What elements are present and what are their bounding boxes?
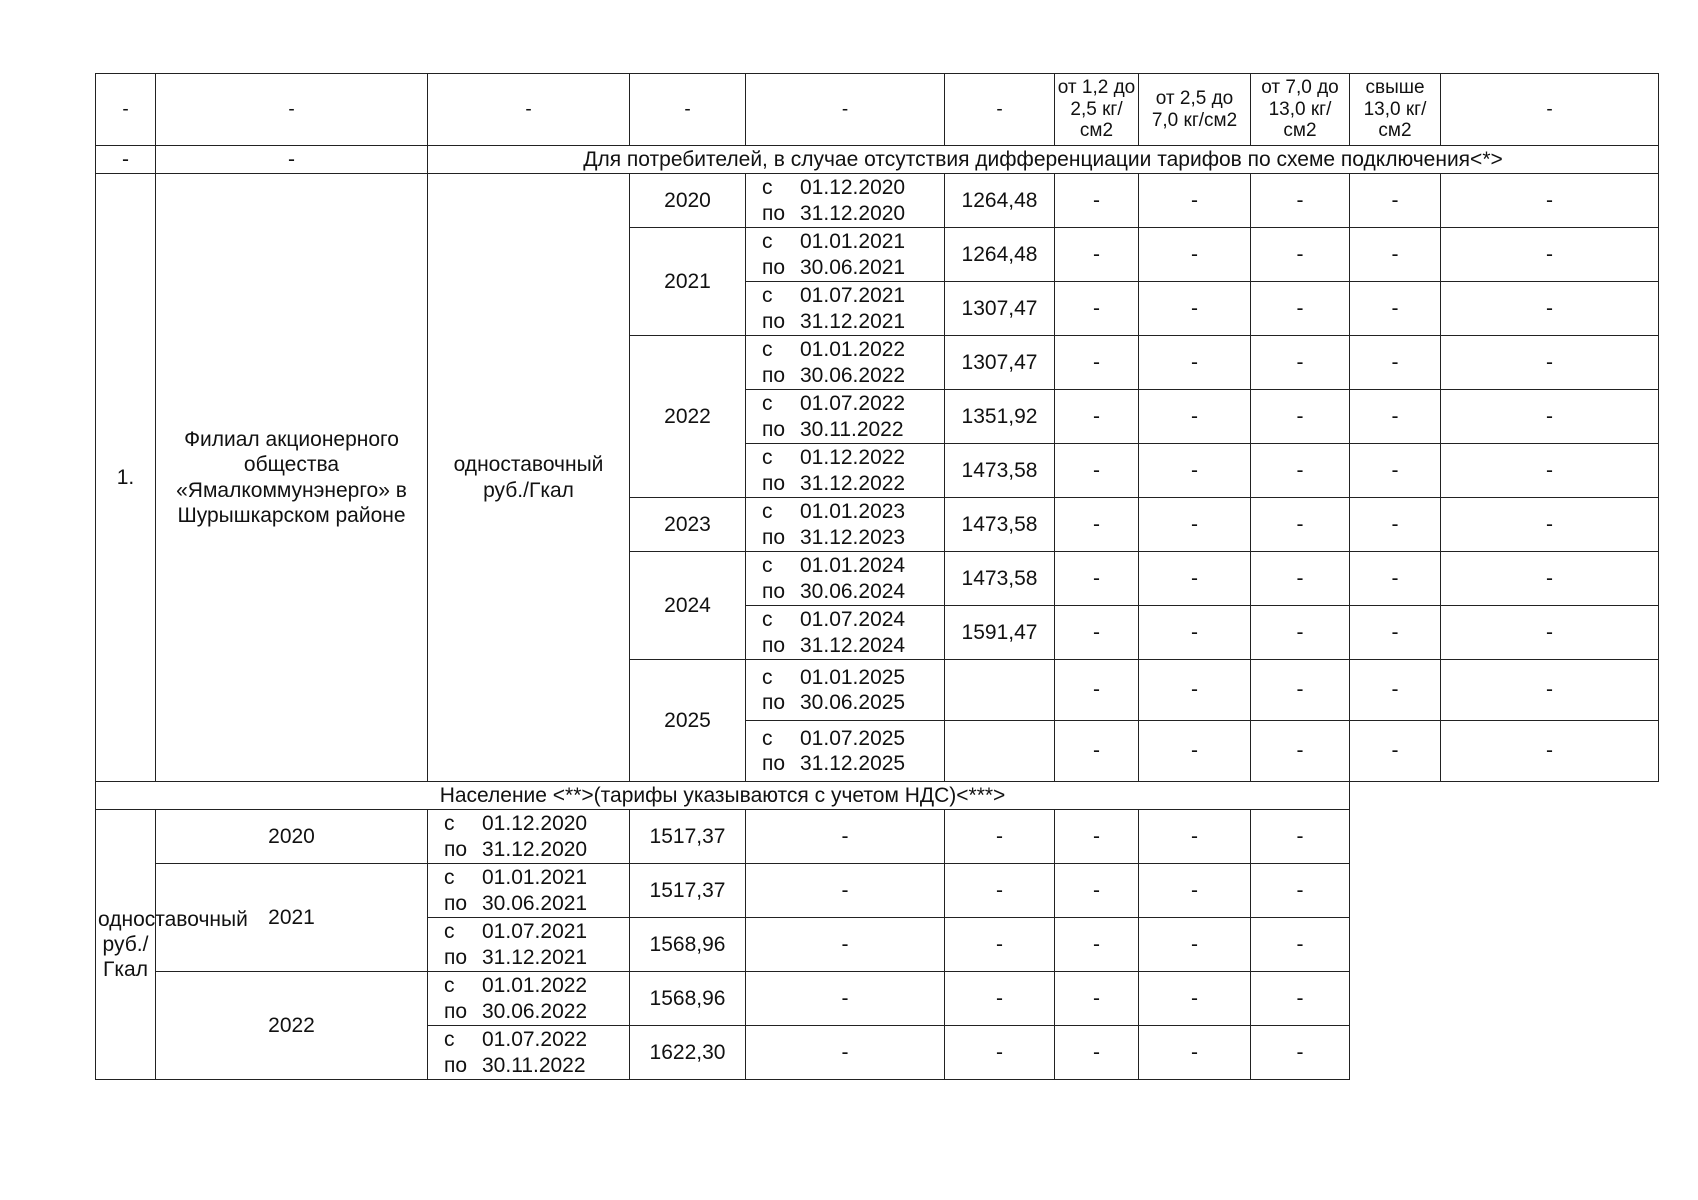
dash-cell: - (1055, 552, 1139, 606)
date-to: 30.06.2025 (800, 691, 906, 714)
dash-cell: - (1139, 174, 1251, 228)
dash-cell: - (945, 972, 1055, 1026)
dash-cell: - (1350, 606, 1441, 660)
dash-cell: - (945, 864, 1055, 918)
period-cell (746, 390, 945, 444)
dash-cell: - (1350, 444, 1441, 498)
dash-cell: - (1055, 606, 1139, 660)
year-cell: 2022 (630, 336, 746, 498)
header-cell: - (630, 74, 746, 146)
dash-cell: - (1055, 864, 1139, 918)
year-cell: 2020 (156, 810, 428, 864)
dash-cell: - (945, 918, 1055, 972)
date-from: 01.01.2024 (800, 554, 906, 578)
header-cell: - (96, 74, 156, 146)
from-label: с (444, 920, 455, 944)
date-to: 31.12.2023 (800, 525, 906, 549)
dash-cell: - (1251, 972, 1350, 1026)
tariff-row (96, 864, 1659, 918)
dash-cell: - (1055, 174, 1139, 228)
dash-cell: - (1251, 864, 1350, 918)
dash-cell: - (1139, 810, 1251, 864)
year-cell: 2024 (630, 552, 746, 660)
from-label: с (762, 500, 773, 524)
dash-cell: - (1139, 390, 1251, 444)
date-to: 31.12.2024 (800, 633, 906, 657)
dash-cell: - (1350, 552, 1441, 606)
dash-cell: - (1251, 606, 1350, 660)
date-from: 01.07.2024 (800, 608, 906, 632)
section-title: Население <**>(тарифы указываются с учетом НДС)<***> (96, 782, 1350, 810)
dash-cell: - (1251, 660, 1350, 721)
date-from: 01.01.2021 (482, 866, 588, 890)
dash-cell: - (1441, 336, 1659, 390)
dash-cell: - (1350, 336, 1441, 390)
tariff-row (96, 972, 1659, 1026)
dash-cell: - (1139, 660, 1251, 721)
date-from: 01.12.2020 (482, 812, 588, 836)
dash-cell: - (1350, 282, 1441, 336)
date-from: 01.07.2021 (482, 920, 588, 944)
date-from: 01.12.2020 (800, 176, 906, 200)
period-cell (428, 810, 630, 864)
date-from: 01.01.2025 (800, 665, 906, 689)
tariff-value: 1351,92 (945, 390, 1055, 444)
dash-cell: - (1139, 228, 1251, 282)
dash-cell: - (1055, 972, 1139, 1026)
dash-cell: - (1441, 660, 1659, 721)
org-name: Филиал акционерного общества «Ямалкоммунэнерго» в Шурышкарском районе (156, 174, 428, 782)
date-to: 30.11.2022 (482, 1053, 586, 1077)
period-cell (428, 864, 630, 918)
dash-cell: - (1251, 810, 1350, 864)
tariff-value (945, 721, 1055, 782)
dash-cell: - (1441, 282, 1659, 336)
tariff-value: 1517,37 (630, 810, 746, 864)
period-cell (746, 228, 945, 282)
date-to: 30.06.2021 (800, 255, 906, 279)
to-label: по (762, 309, 786, 333)
dash-cell: - (1055, 1026, 1139, 1080)
from-label: с (444, 866, 455, 890)
header-row (96, 74, 1659, 146)
to-label: по (444, 1053, 468, 1077)
dash-cell: - (1055, 228, 1139, 282)
dash-cell: - (746, 918, 945, 972)
pressure-header: свыше 13,0 кг/см2 (1350, 74, 1441, 146)
dash-cell: - (1139, 721, 1251, 782)
from-label: с (444, 1028, 455, 1052)
dash-cell: - (945, 810, 1055, 864)
date-from: 01.01.2023 (800, 500, 906, 524)
period-cell (428, 1026, 630, 1080)
period-cell (746, 498, 945, 552)
period-cell (746, 174, 945, 228)
dash-cell: - (1055, 390, 1139, 444)
dash-cell: - (1441, 228, 1659, 282)
tariff-row (96, 174, 1659, 228)
tariff-table (95, 73, 1659, 1080)
tariff-value: 1517,37 (630, 864, 746, 918)
date-to: 31.12.2021 (482, 945, 588, 969)
to-label: по (444, 837, 468, 861)
dash-cell: - (1441, 444, 1659, 498)
tariff-value: 1307,47 (945, 336, 1055, 390)
year-cell: 2025 (630, 660, 746, 782)
period-cell (428, 918, 630, 972)
date-from: 01.07.2025 (800, 726, 906, 750)
period-cell (746, 552, 945, 606)
dash-cell: - (1441, 552, 1659, 606)
from-label: с (762, 230, 773, 254)
dash-cell: - (1139, 606, 1251, 660)
dash-cell: - (1139, 1026, 1251, 1080)
period-cell (746, 721, 945, 782)
dash-cell: - (1251, 336, 1350, 390)
dash-cell: - (1251, 1026, 1350, 1080)
section-band-row (96, 146, 1659, 174)
tariff-value: 1568,96 (630, 972, 746, 1026)
header-cell: - (746, 74, 945, 146)
section-title: Для потребителей, в случае отсутствия дифференциации тарифов по схеме подключения<*> (428, 146, 1659, 174)
section-num: - (96, 146, 156, 174)
dash-cell: - (1139, 336, 1251, 390)
from-label: с (762, 284, 773, 308)
date-from: 01.01.2022 (800, 338, 906, 362)
dash-cell: - (1139, 552, 1251, 606)
dash-cell: - (1441, 498, 1659, 552)
dash-cell: - (1139, 498, 1251, 552)
from-label: с (444, 974, 455, 998)
dash-cell: - (746, 810, 945, 864)
date-to: 30.06.2021 (482, 891, 588, 915)
dash-cell: - (1350, 498, 1441, 552)
dash-cell: - (1441, 174, 1659, 228)
date-from: 01.07.2022 (800, 392, 906, 416)
to-label: по (762, 579, 786, 603)
date-from: 01.12.2022 (800, 446, 906, 470)
group-two-body (96, 810, 1659, 1080)
pressure-header: от 7,0 до 13,0 кг/см2 (1251, 74, 1350, 146)
dash-cell: - (1055, 336, 1139, 390)
dash-cell: - (746, 972, 945, 1026)
tariff-value: 1622,30 (630, 1026, 746, 1080)
dash-cell: - (1139, 282, 1251, 336)
from-label: с (762, 176, 773, 200)
date-to: 30.06.2022 (800, 363, 906, 387)
to-label: по (444, 945, 468, 969)
section-name: - (156, 146, 428, 174)
to-label: по (762, 525, 786, 549)
date-to: 30.11.2022 (800, 417, 904, 441)
period-cell (746, 606, 945, 660)
year-cell: 2021 (630, 228, 746, 336)
period-cell (428, 972, 630, 1026)
header-cell: - (1441, 74, 1659, 146)
pressure-header: от 2,5 до 7,0 кг/см2 (1139, 74, 1251, 146)
from-label: с (762, 446, 773, 470)
from-label: с (762, 726, 773, 750)
dash-cell: - (1251, 228, 1350, 282)
dash-cell: - (1055, 721, 1139, 782)
dash-cell: - (1251, 552, 1350, 606)
dash-cell: - (1055, 498, 1139, 552)
tariff-value (945, 660, 1055, 721)
date-from: 01.01.2022 (482, 974, 588, 998)
year-cell: 2020 (630, 174, 746, 228)
dash-cell: - (1139, 864, 1251, 918)
dash-cell: - (1055, 660, 1139, 721)
dash-cell: - (1055, 444, 1139, 498)
pressure-header: от 1,2 до 2,5 кг/см2 (1055, 74, 1139, 146)
dash-cell: - (1055, 810, 1139, 864)
period-cell (746, 660, 945, 721)
rate-type: одноставочный руб./Гкал (96, 810, 156, 1080)
dash-cell: - (1251, 174, 1350, 228)
to-label: по (762, 752, 786, 775)
dash-cell: - (1139, 444, 1251, 498)
date-to: 30.06.2022 (482, 999, 588, 1023)
dash-cell: - (1350, 721, 1441, 782)
dash-cell: - (1251, 282, 1350, 336)
dash-cell: - (945, 1026, 1055, 1080)
to-label: по (444, 999, 468, 1023)
dash-cell: - (1139, 918, 1251, 972)
dash-cell: - (1441, 606, 1659, 660)
to-label: по (762, 255, 786, 279)
org-number: 1. (96, 174, 156, 782)
dash-cell: - (1055, 282, 1139, 336)
header-cell: - (945, 74, 1055, 146)
date-to: 31.12.2020 (800, 201, 906, 225)
dash-cell: - (1251, 721, 1350, 782)
date-to: 31.12.2025 (800, 752, 906, 775)
dash-cell: - (1139, 972, 1251, 1026)
dash-cell: - (1350, 390, 1441, 444)
dash-cell: - (1350, 660, 1441, 721)
date-to: 31.12.2020 (482, 837, 588, 861)
dash-cell: - (1350, 174, 1441, 228)
to-label: по (444, 891, 468, 915)
tariff-value: 1307,47 (945, 282, 1055, 336)
dash-cell: - (1441, 390, 1659, 444)
rate-type: одноставочный руб./Гкал (428, 174, 630, 782)
dash-cell: - (1251, 390, 1350, 444)
dash-cell: - (1251, 498, 1350, 552)
to-label: по (762, 633, 786, 657)
to-label: по (762, 471, 786, 495)
dash-cell: - (1441, 721, 1659, 782)
date-from: 01.01.2021 (800, 230, 906, 254)
header-cell: - (156, 74, 428, 146)
dash-cell: - (1350, 228, 1441, 282)
tariff-value: 1591,47 (945, 606, 1055, 660)
year-cell: 2021 (156, 864, 428, 972)
dash-cell: - (746, 864, 945, 918)
date-from: 01.07.2021 (800, 284, 906, 308)
tariff-row (96, 810, 1659, 864)
period-cell (746, 282, 945, 336)
from-label: с (762, 392, 773, 416)
dash-cell: - (1251, 444, 1350, 498)
from-label: с (762, 665, 773, 689)
period-cell (746, 336, 945, 390)
section-band-row (96, 782, 1659, 810)
year-cell: 2023 (630, 498, 746, 552)
from-label: с (762, 554, 773, 578)
date-to: 30.06.2024 (800, 579, 906, 603)
dash-cell: - (1055, 918, 1139, 972)
to-label: по (762, 201, 786, 225)
header-cell: - (428, 74, 630, 146)
from-label: с (762, 608, 773, 632)
tariff-value: 1264,48 (945, 228, 1055, 282)
tariff-value: 1568,96 (630, 918, 746, 972)
dash-cell: - (1251, 918, 1350, 972)
tariff-value: 1473,58 (945, 444, 1055, 498)
tariff-value: 1264,48 (945, 174, 1055, 228)
period-cell (746, 444, 945, 498)
section-two-body (96, 782, 1659, 810)
from-label: с (444, 812, 455, 836)
from-label: с (762, 338, 773, 362)
group-one-body (96, 174, 1659, 782)
to-label: по (762, 417, 786, 441)
to-label: по (762, 691, 786, 714)
date-to: 31.12.2022 (800, 471, 906, 495)
tariff-value: 1473,58 (945, 552, 1055, 606)
date-to: 31.12.2021 (800, 309, 906, 333)
year-cell: 2022 (156, 972, 428, 1080)
tariff-value: 1473,58 (945, 498, 1055, 552)
to-label: по (762, 363, 786, 387)
dash-cell: - (746, 1026, 945, 1080)
date-from: 01.07.2022 (482, 1028, 588, 1052)
